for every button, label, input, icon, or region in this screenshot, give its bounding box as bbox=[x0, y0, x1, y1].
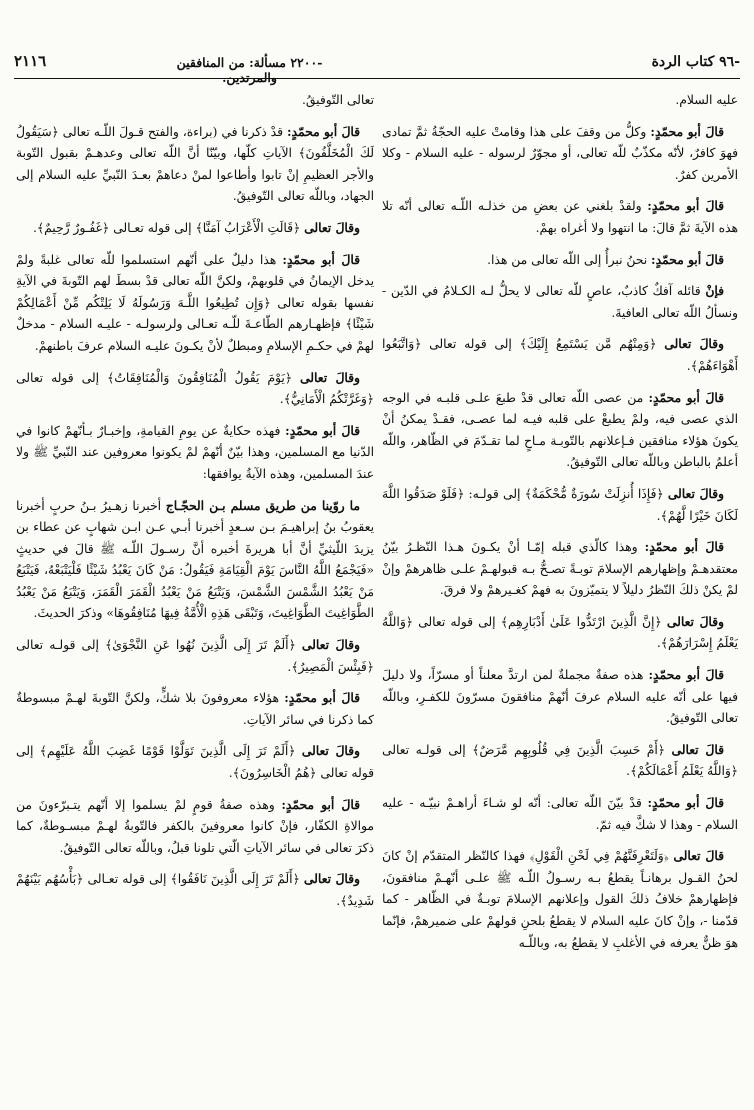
paragraph bbox=[16, 420, 374, 486]
paragraph-text: تعالى التّوفيقُ. bbox=[302, 93, 374, 107]
paragraph bbox=[382, 611, 738, 655]
paragraph-text: وكلُّ من وقفَ على هذا وقامتْ عليه الحجّةُ ثمَّ تمادى فهوَ كافرٌ، لأنّه مكذّبٌ للّه تعالى، أو مجوّرٌ لرسوله - عليه السلام - وكلا الأمرين كفرٌ. bbox=[382, 124, 738, 182]
speaker-label: قالَ أبو محمّدٍ: bbox=[651, 251, 724, 267]
speaker-label: وقالَ تعالى bbox=[664, 336, 724, 352]
paragraph bbox=[382, 333, 738, 377]
page-number: ٢١١٦ bbox=[14, 52, 47, 70]
paragraph-text: ولقدْ بلغني عن بعضِ من خذلـه اللّـه تعالى أنّه تلا هذه الآيةَ ثمَّ قالَ: ما انتهوا ولا أغراه بهمْ. bbox=[382, 199, 738, 235]
paragraph bbox=[382, 121, 738, 187]
paragraph-text: عليه السلام. bbox=[675, 93, 738, 107]
paragraph-text: ﴿فَإِذَا أُنزِلَتْ سُورَةٌ مُّحْكَمَةٌ﴾ إلى قولـه: ﴿فَلَوْ صَدَقُوا اللَّهَ لَكَانَ خَيْرًا لَّهُمْ﴾. bbox=[382, 486, 738, 523]
speaker-label: قالَ أبو محمّدٍ: bbox=[286, 123, 361, 139]
paragraph-text: ﴿أَلَمْ تَرَ إِلَى الَّذِينَ نَافَقُوا﴾ إلى قوله تعـالى ﴿بَأْسُهُم بَيْنَهُمْ شَدِيدٌ﴾. bbox=[16, 872, 374, 908]
speaker-label: قالَ أبو محمّدٍ: bbox=[285, 422, 360, 438]
paragraph bbox=[382, 249, 738, 272]
paragraph-text: هذا دليلٌ على أنّهم استسلموا للّه تعالى غلبةً ولمْ يدخل الإيمانُ في قلوبهمْ، ولكنَّ اللّه تعالى قدْ بسطَ لهم التّوبةَ في الآيةِ نفسها بقوله تعالى ﴿وَإِن تُطِيعُوا اللَّـهَ وَرَسُولَهُ لَا يَلِتْكُم مِّنْ أَعْمَالِكُمْ شَيْئًا﴾ فإظهـارهم الطّاعـةَ للّـه تعـالى ولرسولـه - عليـه السلام - مدخلٌ لهمْ في حكـمِ الإسلامِ ومبطلٌ لأنْ يكـونَ عليـه السلام عرفَ باطنهمْ. bbox=[16, 252, 374, 353]
paragraph bbox=[382, 387, 738, 474]
paragraph bbox=[382, 280, 738, 324]
speaker-label: فإنْ bbox=[705, 283, 724, 299]
speaker-label: وقالَ تعالى bbox=[304, 219, 360, 235]
speaker-label: قالَ أبو محمّدٍ: bbox=[644, 539, 724, 555]
speaker-label: قالَ أبو محمّدٍ: bbox=[281, 796, 360, 812]
paragraph bbox=[382, 483, 738, 527]
speaker-label: قالَ أبو محمّدٍ: bbox=[648, 389, 724, 405]
section-title: -٢٢٠٠ مسألة: من المنافقين والمرتدين. bbox=[176, 55, 323, 85]
paragraph bbox=[382, 845, 738, 954]
speaker-label: وقالَ تعالى bbox=[300, 369, 360, 385]
paragraph bbox=[16, 217, 374, 240]
right-text-column bbox=[382, 90, 738, 1100]
paragraph bbox=[16, 249, 374, 358]
speaker-label: وقالَ تعالى bbox=[301, 743, 360, 759]
paragraph-text: ﴿أَمْ حَسِبَ الَّذِينَ فِي قُلُوبِهِم مَّرَضٌ﴾ إلى قولـه تعالى ﴿وَاللَّهُ يَعْلَمُ أَعْمَالَكُمْ﴾. bbox=[382, 742, 738, 779]
paragraph-text: هذه صفةٌ مجملةٌ لمن ارتدَّ معلناً أو مسرّاً، ولا دليلَ فيها على أنّه عليه السلام عرفَ أنّهمْ منافقونَ مسرّونَ للكفـرِ، وباللّه تعالى التّوفيقُ. bbox=[382, 668, 738, 726]
paragraph-text: وهذا كالّذي قبله إمّـا أنْ يكـونَ هـذا النّظـرُ بيّنُ معتقدهـمْ وإظهارهم الإسلامَ توبـةً تصـحُّ بـه قبولهـمْ علـى ظاهرهمْ وإنْ لمْ يكنْ ذلكَ النّظرُ دليلاً لا يتميّزونَ به فهمْ كغـيرهمْ ولا فرقَ. bbox=[382, 540, 738, 598]
paragraph bbox=[16, 868, 374, 912]
paragraph bbox=[16, 687, 374, 731]
paragraph-text: ﴿وَلَتَعْرِفَنَّهُمْ فِي لَحْنِ الْقَوْلِ﴾ فهذا كالنّظر المتقدّم إنْ كانَ لحنُ القـول برهانـاً يقطعُ بـه رسـولُ اللّـه ﷺ علـى أنّهـمْ منافقونَ، فإظهارهمْ خلافُ ذلكَ القول وإعلانهم الإسلامَ توبـةٌ في الظّاهر - كما قدّمنا -، وإنْ كانَ عليه السلام لا يقطعُ بلحنِ قولهمْ على ضميرهمْ، فإنّما هوَ ظنٌّ يعرفه في الأغلبِ لا يقطعُ به، وباللّـه bbox=[382, 849, 738, 950]
speaker-label: قالَ أبو محمّدٍ: bbox=[647, 198, 724, 214]
paragraph bbox=[382, 195, 738, 239]
paragraph bbox=[16, 495, 374, 626]
paragraph bbox=[16, 90, 374, 112]
paragraph-text: ﴿قَالَتِ الْأَعْرَابُ آمَنَّا﴾ إلى قوله تعـالى ﴿غَفُـورٌ رَّحِيمٌ﴾. bbox=[32, 220, 301, 235]
paragraph bbox=[16, 121, 374, 208]
page-header bbox=[14, 52, 740, 85]
paragraph-text: ﴿وَمِنْهُم مَّن يَسْتَمِعُ إِلَيْكَ﴾ إلى قوله تعالى ﴿وَاتَّبَعُوا أَهْوَاءَهُمْ﴾. bbox=[382, 337, 738, 373]
paragraph bbox=[382, 739, 738, 783]
speaker-label: قالَ أبو محمّدٍ: bbox=[648, 667, 724, 683]
paragraph bbox=[16, 740, 374, 784]
paragraph-text: ﴿أَلَمْ تَرَ إِلَى الَّذِينَ تَوَلَّوْا قَوْمًا غَضِبَ اللَّهُ عَلَيْهِم﴾ إلى قوله تعالى ﴿هُمُ الْخَاسِرُونَ﴾. bbox=[16, 744, 374, 781]
paragraph bbox=[382, 90, 738, 112]
speaker-label: وقالَ تعالى bbox=[301, 637, 360, 653]
speaker-label: قالَ أبو محمّدٍ: bbox=[650, 123, 724, 139]
speaker-label: قالَ أبو محمّدٍ: bbox=[284, 690, 360, 706]
paragraph bbox=[16, 794, 374, 860]
paragraph-text: ﴿أَلَمْ تَرَ إِلَى الَّذِينَ نُهُوا عَنِ النَّجْوَىٰ﴾ إلى قولـه تعالى ﴿فَبِئْسَ الْمَصِيرُ﴾. bbox=[16, 638, 374, 674]
paragraph-text: هؤلاء معروفونَ بلا شكٍّ، ولكنَّ التّوبةَ لهـمْ مبسوطةٌ كما ذكرنا في سائر الآياتِ. bbox=[16, 691, 374, 727]
paragraph-text: قدْ بيّنَ اللّه تعالى: أنّه لو شـاءَ أراهـمْ نبيّـه - عليه السلام - وهذا لا شكَّ فيه ثمّ. bbox=[382, 796, 738, 832]
paragraph bbox=[382, 664, 738, 730]
paragraph-text: من عصى اللّه تعالى قدْ طبعَ علـى قلبـه في الوجه الذي عصى فيه، ولمْ يطبعْ على قلبه فيـه لما عصـى، فقـدْ يمكنُ أنْ يكونَ هؤلاء منافقين فـإعلانهم بالتّوبـة مـاحٍ لما تقـدّمَ في الظّاهر، واللّه أعلمُ بالباطن وباللّه تعالى التّوفيقُ. bbox=[382, 390, 738, 470]
speaker-label: ما روّينا من طريق مسلم بـن الحجّـاج bbox=[165, 497, 360, 513]
paragraph-text: ﴿يَوْمَ يَقُولُ الْمُنَافِقُونَ وَالْمُنَافِقَاتُ﴾ إلى قوله تعالى ﴿وَغَرَّتْكُمُ الْأَمَانِيُّ﴾. bbox=[16, 370, 374, 407]
left-text-column bbox=[16, 90, 374, 1100]
paragraph-text: أخبرنا زهـيرُ بـنُ حربٍ أخبرنا يعقوبُ بنُ إبراهيـمَ بـن سـعدٍ أخبرنا أبـي عـن ابـن شهابٍ عن عطاء بن يزيدَ اللّيثيِّ أنَّ أبا هريرةَ أخبره أنَّ رسـولَ اللّـه ﷺ قالَ في حديثٍ «فَيَجْمَعُ اللَّهُ النَّاسَ يَوْمَ الْقِيَامَةِ فَيَقُولُ: مَنْ كَانَ يَعْبُدُ شَيْئًا فَلْيَتْبَعْهُ، فَيَتْبَعُ مَنْ يَعْبُدُ الشَّمْسَ الشَّمْسَ، وَيَتْبَعُ مَنْ يَعْبُدُ الْقَمَرَ الْقَمَرَ، وَيَتْبَعُ مَنْ يَعْبُدُ الطَّوَاغِيتَ الطَّوَاغِيتَ، وَتَبْقَى هَذِهِ الْأُمَّةُ فِيهَا مُنَافِقُوهَا» وذكرَ الحديثَ. bbox=[16, 498, 374, 621]
speaker-label: قالَ أبو محمّدٍ: bbox=[647, 795, 724, 811]
speaker-label: قالَ أبو محمّدٍ: bbox=[282, 251, 360, 267]
speaker-label: وقالَ تعالى bbox=[667, 485, 724, 501]
paragraph-text: ﴿إِنَّ الَّذِينَ ارْتَدُّوا عَلَىٰ أَدْبَارِهِم﴾ إلى قوله تعالى ﴿وَاللَّهُ يَعْلَمُ إِسْرَارَهُمْ﴾. bbox=[382, 614, 738, 651]
paragraph-text: فهذه حكايةٌ عن يومِ القيامةِ، وإخبـارٌ بـأنّهمْ كانوا في الدّنيا مع المسلمين، وهذا بيّنٌ أنّهمْ لمْ يكونوا معروفين عند النّبيِّ ﷺ ولا عندَ المسلمين، وهذه الآيةُ يوافقها: bbox=[16, 423, 374, 481]
chapter-title: -٩٦ كتاب الردة bbox=[651, 54, 740, 70]
paragraph bbox=[16, 634, 374, 678]
speaker-label: وقالَ تعالى bbox=[303, 871, 360, 887]
paragraph bbox=[382, 792, 738, 836]
paragraph bbox=[382, 536, 738, 602]
speaker-label: قالَ تعالى bbox=[671, 741, 724, 757]
paragraph-text: نحنُ نبرأُ إلى اللّه تعالى من هذا. bbox=[487, 252, 648, 267]
paragraph-text: قائله آفكٌ كاذبٌ، عاصٍ للّه تعالى لا يحلُّ لـه الكـلامُ في الدّين - ونسألُ اللّه تعالى العافيةَ. bbox=[382, 284, 738, 320]
paragraph bbox=[16, 367, 374, 411]
speaker-label: قالَ تعالى bbox=[673, 848, 724, 864]
paragraph-text: قدْ ذكرنا في (براءة، والفتح قـولَ اللّـه تعالى ﴿سَيَقُولُ لَكَ الْمُخَلَّفُونَ﴾ الآياتِ كلّها، وبيّنّا أنَّ اللّه تعالى وعدهـمْ بقبول التّوبة والأجر العظيمِ إنْ تابوا وأطاعوا لمنْ دعاهمْ بعـدَ النّبيِّ عليه السلام إلى الجهاد، وباللّه تعالى التّوفيقُ. bbox=[16, 124, 374, 204]
speaker-label: وقالَ تعالى bbox=[666, 613, 724, 629]
paragraph-text: وهذه صفةُ قومٍ لمْ يسلموا إلا أنّهم يتـبرّءونَ من موالاةِ الكفّار، فإنْ كانوا معروفينَ بالكفر فالتّوبةُ لهـمْ مبسـوطةٌ، كما ذكرَ تعالى في سائر الآياتِ الّتي تلونا قبلُ، وباللّه تعالى التّوفيقُ. bbox=[16, 797, 374, 855]
